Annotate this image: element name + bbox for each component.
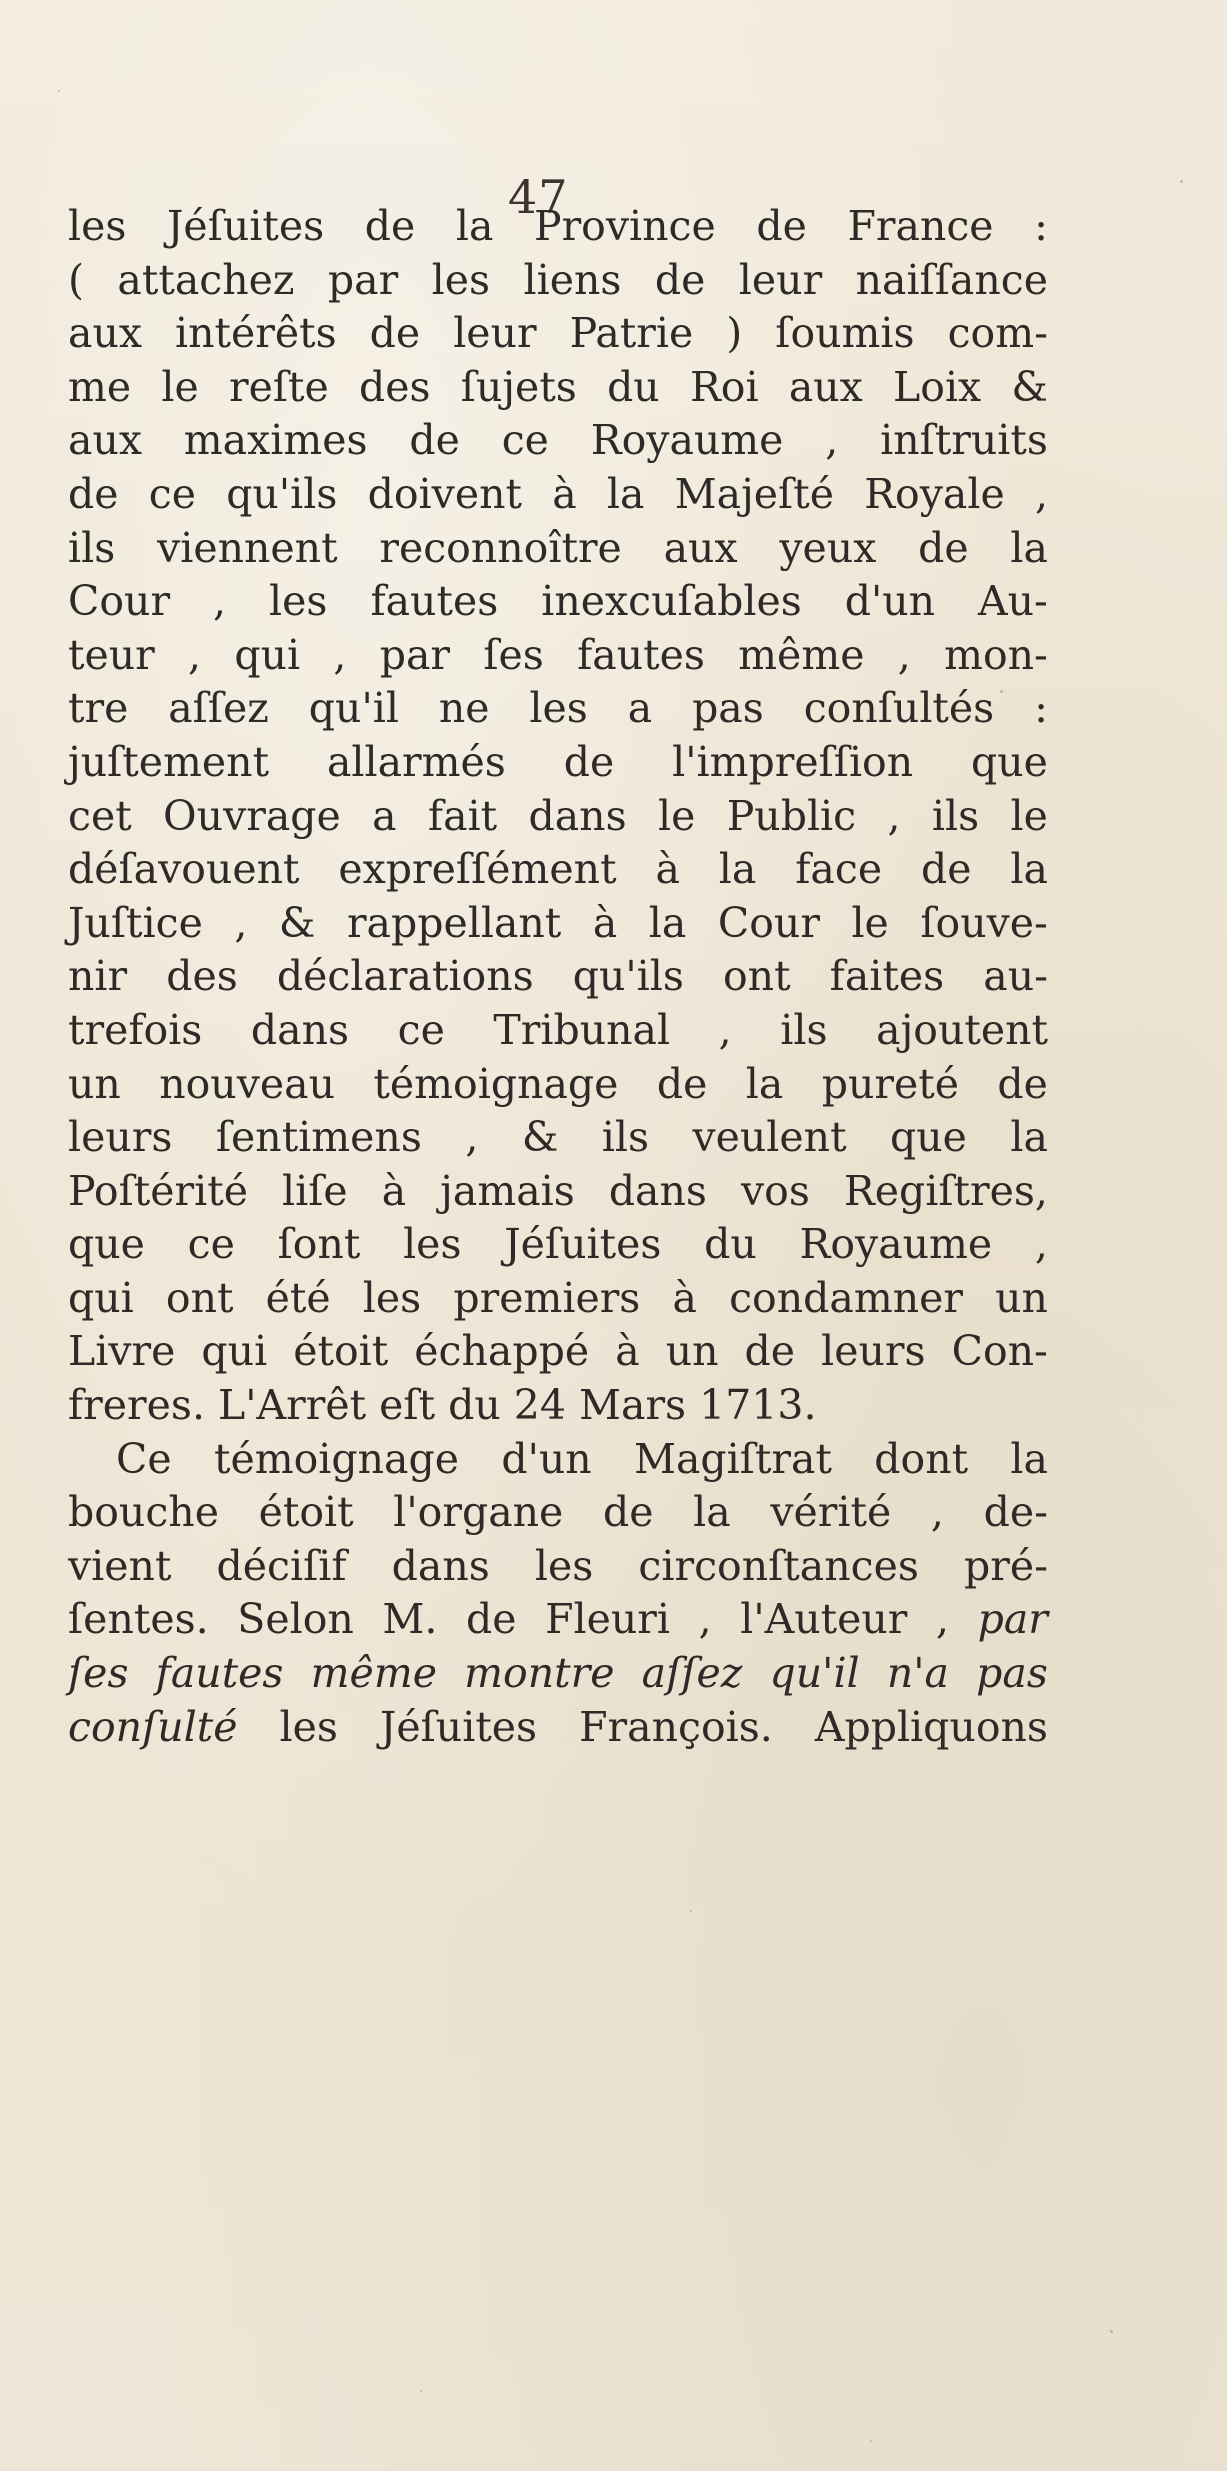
word: montre <box>464 1649 615 1698</box>
word: reconnoître <box>379 523 622 572</box>
word: de <box>744 1327 796 1376</box>
word: leur <box>738 255 823 304</box>
word: nouveau <box>159 1059 335 1108</box>
text-line <box>68 629 1048 683</box>
word: qui <box>68 1273 134 1322</box>
word: aſſez <box>641 1649 743 1698</box>
word: ce <box>397 1005 445 1054</box>
word: au- <box>983 952 1048 1001</box>
word: même <box>310 1649 437 1698</box>
word: , <box>718 1005 732 1054</box>
text-line <box>68 200 1048 254</box>
word: les <box>68 202 127 250</box>
word: Royale <box>864 469 1005 518</box>
word: déclarations <box>276 952 534 1001</box>
word: ce <box>501 416 549 465</box>
word: pré- <box>964 1541 1048 1590</box>
word: déciſif <box>216 1541 347 1590</box>
text-line <box>68 950 1048 1004</box>
word: à <box>672 1273 697 1322</box>
word: vient <box>68 1541 172 1590</box>
word: Jéſuites <box>504 1220 662 1269</box>
word: com- <box>947 309 1048 358</box>
text-line <box>68 522 1048 576</box>
word: M. <box>382 1595 438 1644</box>
word: inſtruits <box>880 416 1048 465</box>
word: l'Auteur <box>740 1595 908 1644</box>
word: maximes <box>183 416 368 465</box>
word: & <box>278 898 316 947</box>
word: nir <box>68 952 128 1001</box>
word: à <box>592 898 618 947</box>
word: : <box>1034 202 1048 250</box>
word: un <box>665 1327 719 1376</box>
word: L'Arrêt <box>218 1381 367 1430</box>
text-line <box>68 790 1048 844</box>
text-line <box>68 1593 1048 1647</box>
word: , <box>930 1488 944 1537</box>
word: dans <box>528 791 627 840</box>
word: Mars <box>579 1381 687 1430</box>
word: aux <box>68 416 142 465</box>
text-line <box>68 361 1048 415</box>
word: ne <box>438 684 490 733</box>
word: la <box>1010 1113 1048 1162</box>
word: que <box>971 737 1048 786</box>
word: ſentes. <box>68 1595 209 1644</box>
word: l'organe <box>393 1488 564 1537</box>
word: vérité <box>770 1488 892 1537</box>
text-line <box>68 1272 1048 1326</box>
paper-speck <box>58 90 60 92</box>
word: Cour <box>717 898 820 947</box>
word: Poſtérité <box>68 1166 248 1215</box>
word: Ce <box>116 1434 172 1483</box>
word: les <box>279 1702 338 1751</box>
word: qu'ils <box>226 469 338 518</box>
word: yeux <box>779 523 877 572</box>
word: : <box>1034 684 1048 733</box>
word: , <box>188 630 202 679</box>
word: 24 <box>513 1381 566 1430</box>
word: de <box>656 1059 708 1108</box>
text-line <box>68 575 1048 629</box>
word: le <box>657 791 696 840</box>
word: allarmés <box>326 737 506 786</box>
word: l'impreſſion <box>672 737 914 786</box>
word: ce <box>187 1220 235 1269</box>
word: conſulté <box>68 1702 238 1751</box>
word: France <box>847 202 994 250</box>
word: un <box>68 1059 121 1108</box>
word: été <box>265 1273 331 1322</box>
paper-speck <box>1000 690 1003 693</box>
word: qu'ils <box>572 952 684 1001</box>
word: , <box>465 1113 479 1162</box>
text-line <box>68 1111 1048 1165</box>
word: les <box>529 684 588 733</box>
word: Au- <box>978 577 1048 626</box>
word: , <box>887 791 901 840</box>
word: d'un <box>844 577 936 626</box>
word: ſouve- <box>920 898 1048 947</box>
word: des <box>166 952 238 1001</box>
word: Juſtice <box>68 898 203 947</box>
word: tre <box>68 684 129 733</box>
word: Jéſuites <box>379 1702 538 1751</box>
word: ſes <box>483 630 544 679</box>
word: Loix <box>893 362 982 411</box>
word: le <box>851 898 889 947</box>
word: étoit <box>293 1327 389 1376</box>
word: faites <box>829 952 945 1001</box>
word: de <box>921 845 972 894</box>
word: eſt <box>379 1381 436 1430</box>
word: condamner <box>729 1273 963 1322</box>
text-line <box>68 1540 1048 1594</box>
word: qu'il <box>308 684 399 733</box>
word: teur <box>68 630 155 679</box>
word: déſavouent <box>68 845 300 894</box>
word: , <box>234 898 248 947</box>
word: naiſſance <box>855 255 1048 304</box>
word: mon- <box>944 630 1048 679</box>
word: un <box>995 1273 1048 1322</box>
word: face <box>795 845 883 894</box>
word: échappé <box>414 1327 590 1376</box>
word: étoit <box>258 1488 354 1537</box>
text-line <box>68 254 1048 308</box>
word: Cour <box>68 577 171 626</box>
word: dont <box>874 1434 969 1483</box>
word: jamais <box>440 1166 575 1215</box>
word: Public <box>726 791 857 840</box>
word: ſujets <box>460 362 577 411</box>
word: les <box>431 255 491 304</box>
paper-speck <box>1110 2330 1113 2333</box>
word: pas <box>976 1649 1048 1698</box>
word: la <box>1010 845 1048 894</box>
word: ils <box>780 1005 828 1054</box>
word: , <box>1034 469 1048 518</box>
text-line <box>68 468 1048 522</box>
word: Roi <box>689 362 759 411</box>
paper-speck <box>420 2390 422 2392</box>
text-line <box>68 1165 1048 1219</box>
word: la <box>648 898 687 947</box>
word: n'a <box>886 1649 949 1698</box>
word: la <box>606 469 645 518</box>
text-line <box>68 843 1048 897</box>
word: à <box>655 845 680 894</box>
word: les <box>403 1220 462 1269</box>
word: François. <box>579 1702 773 1751</box>
word: 1713. <box>699 1381 817 1430</box>
word: par <box>379 630 451 679</box>
word: aux <box>663 523 738 572</box>
word: aux <box>788 362 863 411</box>
word: inexcuſables <box>541 577 802 626</box>
text-line <box>68 307 1048 361</box>
paper-speck <box>870 2440 872 2442</box>
word: les <box>534 1541 594 1590</box>
text-line <box>68 897 1048 951</box>
word: la <box>745 1059 784 1108</box>
word: de <box>602 1488 654 1537</box>
word: expreſſément <box>338 845 617 894</box>
word: à <box>552 469 577 518</box>
word: ils <box>931 791 980 840</box>
word: du <box>704 1220 757 1269</box>
word: dans <box>608 1166 707 1215</box>
word: dans <box>391 1541 490 1590</box>
paper-speck <box>690 1910 692 1912</box>
word: de <box>918 523 969 572</box>
word: qui <box>234 630 301 679</box>
word: Royaume <box>799 1220 993 1269</box>
word: du <box>607 362 660 411</box>
word: ils <box>601 1113 650 1162</box>
word: & <box>521 1113 559 1162</box>
text-line <box>68 682 1048 736</box>
word: leurs <box>68 1113 173 1162</box>
word: viennent <box>157 523 338 572</box>
word: de <box>364 202 416 250</box>
word: pureté <box>821 1059 959 1108</box>
word: Tribunal <box>493 1005 671 1054</box>
word: témoignage <box>373 1059 619 1108</box>
word: fait <box>427 791 498 840</box>
word: du <box>448 1381 501 1430</box>
word: de <box>465 1595 517 1644</box>
word: liſe <box>282 1166 348 1215</box>
word: attachez <box>117 255 295 304</box>
word: intérêts <box>175 309 337 358</box>
word: ce <box>148 469 196 518</box>
word: à <box>381 1166 407 1215</box>
word: fautes <box>370 577 499 626</box>
word: par <box>327 255 399 304</box>
word: Magiſtrat <box>633 1434 832 1483</box>
word: doivent <box>367 469 522 518</box>
word: , <box>935 1595 950 1644</box>
word: Jéſuites <box>167 202 325 250</box>
word: freres. <box>68 1381 205 1430</box>
word: Livre <box>68 1327 176 1376</box>
word: , <box>825 416 839 465</box>
word: liens <box>523 255 622 304</box>
word: le <box>161 362 199 411</box>
word: fautes <box>577 630 705 679</box>
word: de <box>409 416 460 465</box>
word: de <box>997 1059 1048 1108</box>
word: Patrie <box>569 309 694 358</box>
word: juſtement <box>68 737 270 786</box>
text-line <box>68 1433 1048 1487</box>
word: Regiſtres, <box>843 1166 1048 1215</box>
word: & <box>1011 362 1048 411</box>
word: les <box>269 577 328 626</box>
word: que <box>68 1220 145 1269</box>
word: trefois <box>68 1005 203 1054</box>
word: à <box>615 1327 640 1376</box>
word: de- <box>983 1488 1048 1537</box>
word: , <box>897 630 911 679</box>
word: ajoutent <box>876 1005 1048 1054</box>
word: les <box>362 1273 422 1322</box>
word: ſoumis <box>775 309 915 358</box>
word: ſes <box>68 1649 129 1698</box>
word: bouche <box>68 1488 219 1537</box>
word: ont <box>723 952 791 1001</box>
word: Fleuri <box>545 1595 671 1644</box>
word: rappellant <box>346 898 562 947</box>
word: veulent <box>692 1113 847 1162</box>
text-line <box>68 1218 1048 1272</box>
body-text <box>68 200 1068 1754</box>
word: la <box>693 1488 731 1537</box>
word: de <box>563 737 615 786</box>
word: , <box>333 630 347 679</box>
word: la <box>1010 1434 1048 1483</box>
word: a <box>627 684 653 733</box>
word: ſentimens <box>215 1113 422 1162</box>
word: de <box>369 309 421 358</box>
word: ils <box>68 523 116 572</box>
word: la <box>455 202 494 250</box>
word: Ouvrage <box>163 791 341 840</box>
word: la <box>1010 523 1048 572</box>
text-line <box>68 1379 1068 1433</box>
word: leurs <box>821 1327 926 1376</box>
word: que <box>890 1113 967 1162</box>
word: me <box>68 362 132 411</box>
text-line <box>68 1701 1048 1755</box>
word: Con- <box>951 1327 1048 1376</box>
word: cet <box>68 791 132 840</box>
word: de <box>756 202 807 250</box>
paper-speck <box>1180 180 1183 183</box>
word: le <box>1010 791 1048 840</box>
word: dans <box>250 1005 350 1054</box>
word: vos <box>740 1166 810 1215</box>
word: Royaume <box>590 416 784 465</box>
word: de <box>68 469 119 518</box>
word: Appliquons <box>814 1702 1048 1751</box>
word: qu'il <box>769 1649 860 1698</box>
word: , <box>213 577 227 626</box>
word: ſont <box>277 1220 361 1269</box>
word: ) <box>726 309 743 358</box>
word: même <box>738 630 865 679</box>
word: , <box>698 1595 712 1644</box>
word: a <box>372 791 397 840</box>
word: par <box>977 1595 1048 1644</box>
word: des <box>358 362 431 411</box>
word: leur <box>453 309 537 358</box>
word: qui <box>201 1327 268 1376</box>
word: Majeſté <box>674 469 834 518</box>
word: de <box>654 255 706 304</box>
word: , <box>1034 1220 1048 1269</box>
word: aſſez <box>168 684 269 733</box>
word: Province <box>534 202 716 250</box>
word: témoignage <box>213 1434 459 1483</box>
text-line <box>68 414 1048 468</box>
word: reſte <box>228 362 329 411</box>
word: la <box>718 845 757 894</box>
word: Selon <box>237 1595 354 1644</box>
word: aux <box>68 309 142 358</box>
text-line <box>68 1004 1048 1058</box>
word: premiers <box>453 1273 641 1322</box>
word: fautes <box>155 1649 284 1698</box>
text-line <box>68 1058 1048 1112</box>
text-line <box>68 1647 1048 1701</box>
word: circonſtances <box>638 1541 919 1590</box>
word: ( <box>68 255 84 304</box>
word: conſultés <box>803 684 995 733</box>
text-line <box>68 1486 1048 1540</box>
text-line <box>68 1325 1048 1379</box>
word: d'un <box>501 1434 592 1483</box>
text-line <box>68 736 1048 790</box>
word: pas <box>692 684 764 733</box>
page-number: 47 <box>508 170 569 224</box>
word: ont <box>165 1273 234 1322</box>
